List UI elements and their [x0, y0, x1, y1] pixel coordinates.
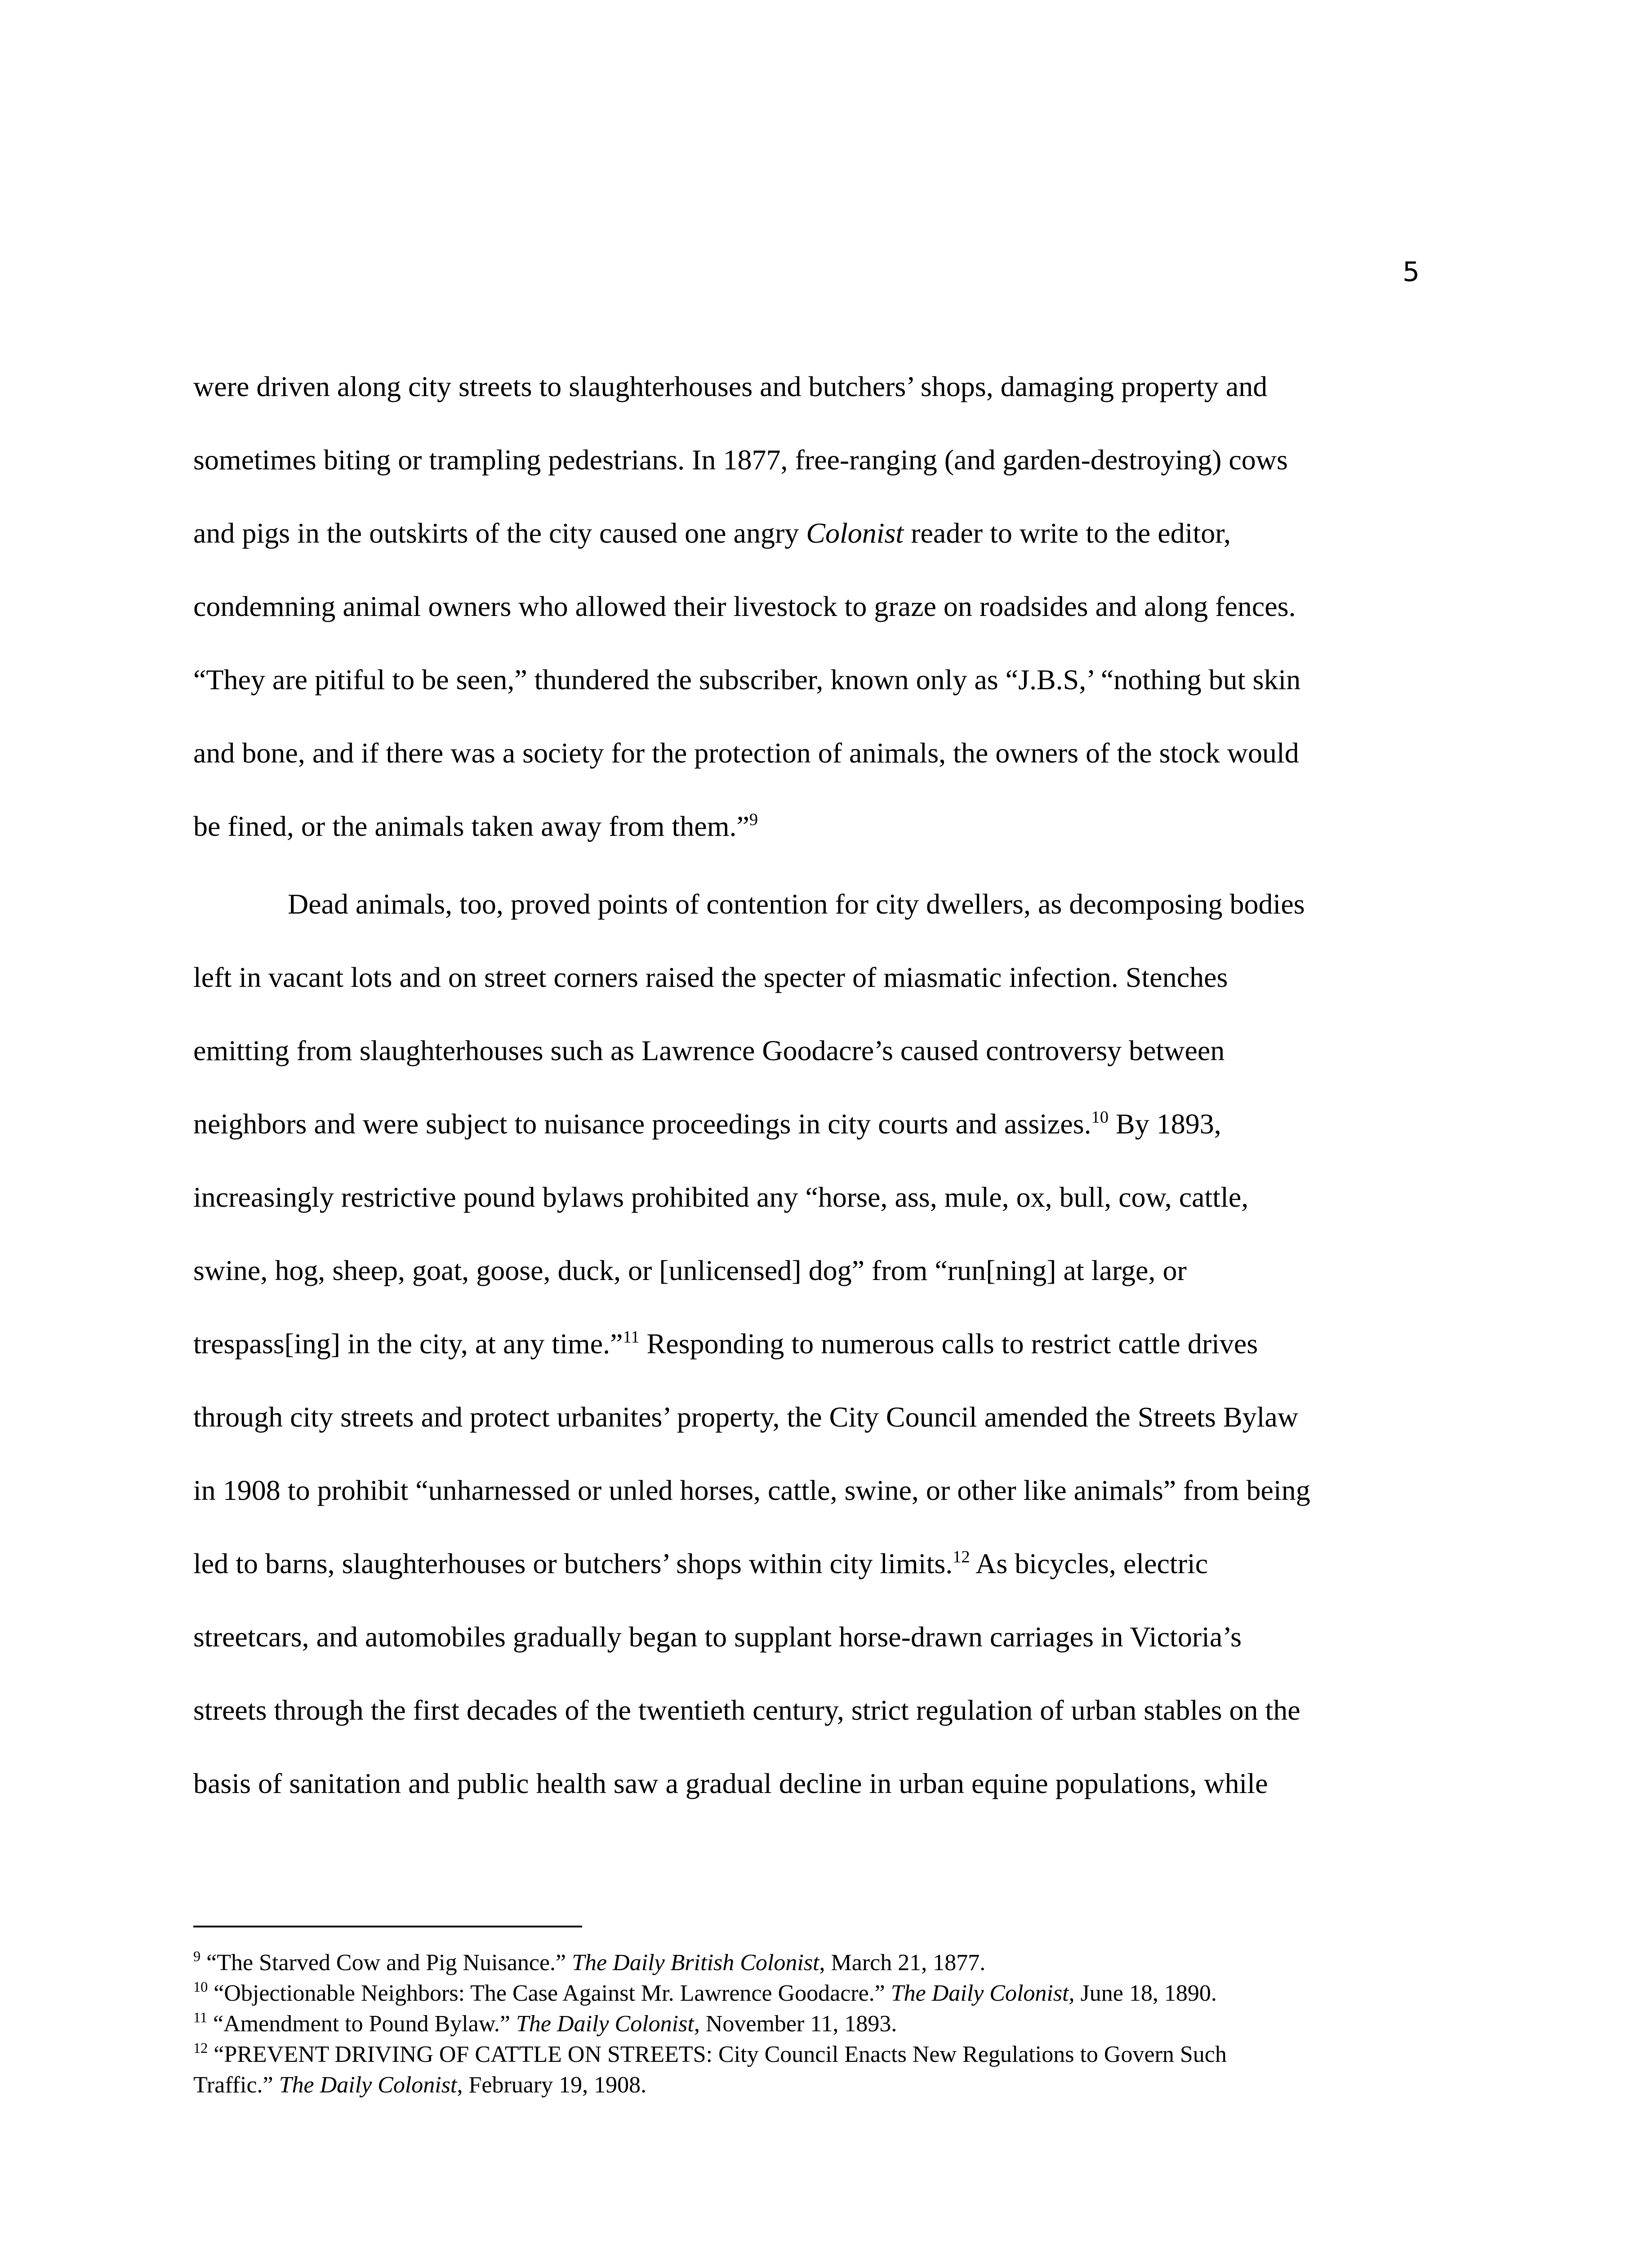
footnote-text: Traffic.” — [193, 2072, 279, 2098]
body-line — [193, 519, 1231, 548]
footnote-text: , February 19, 1908. — [457, 2072, 647, 2098]
footnote-text: June 18, 1890. — [1074, 1980, 1217, 2006]
footnote-number: 11 — [193, 2009, 208, 2026]
footnote-12 — [193, 2040, 1227, 2067]
footnote-separator — [193, 1926, 582, 1927]
body-line: sometimes biting or trampling pedestrians. In 1877, free-ranging (and garden-destroying) cows — [193, 444, 1288, 476]
footnote-text: “Objectionable Neighbors: The Case Against Mr. Lawrence Goodacre.” — [208, 1980, 891, 2006]
footnote-text: “The Starved Cow and Pig Nuisance.” — [200, 1950, 572, 1976]
body-line: in 1908 to prohibit “unharnessed or unled horses, cattle, swine, or other like animals” from being — [193, 1474, 1310, 1506]
footnote-ref: 11 — [623, 1327, 640, 1347]
footnote-ref: 12 — [953, 1547, 970, 1566]
footnote-11 — [193, 2009, 897, 2037]
body-text-run: led to barns, slaughterhouses or butchers’ shops within city limits. — [193, 1548, 953, 1579]
footnote-text: , March 21, 1877. — [819, 1950, 986, 1976]
body-line — [193, 1107, 1221, 1140]
body-text-run: and pigs in the outskirts of the city caused one angry — [193, 517, 806, 549]
body-line: streetcars, and automobiles gradually began to supplant horse-drawn carriages in Victoria’s — [193, 1621, 1242, 1653]
body-line: “They are pitiful to be seen,” thundered the subscriber, known only as “J.B.S,’ “nothing but skin — [193, 664, 1301, 696]
footnote-number: 12 — [193, 2040, 208, 2056]
footnote-ref: 10 — [1091, 1107, 1109, 1127]
body-line: left in vacant lots and on street corners raised the specter of miasmatic infection. Stenches — [193, 961, 1228, 993]
body-line — [193, 812, 758, 841]
body-text-run: reader to write to the editor, — [904, 517, 1231, 549]
footnote-12-continued — [193, 2074, 646, 2097]
body-text-run: Responding to numerous calls to restrict cattle drives — [639, 1328, 1258, 1360]
body-text-run: be fined, or the animals taken away from them.” — [193, 810, 749, 842]
body-text-run: As bicycles, electric — [970, 1548, 1208, 1579]
body-line: basis of sanitation and public health saw a gradual decline in urban equine populations, while — [193, 1767, 1268, 1799]
italic-title: The Daily Colonist — [516, 2011, 694, 2037]
footnote-9 — [193, 1948, 986, 1976]
body-line: were driven along city streets to slaughterhouses and butchers’ shops, damaging property and — [193, 370, 1268, 402]
italic-title: The Daily Colonist — [279, 2072, 457, 2098]
body-line: condemning animal owners who allowed their livestock to graze on roadsides and along fences. — [193, 590, 1296, 622]
footnote-10 — [193, 1979, 1217, 2006]
body-line: and bone, and if there was a society for the protection of animals, the owners of the stock would — [193, 737, 1299, 769]
italic-title: The Daily British Colonist — [572, 1950, 819, 1976]
footnote-number: 9 — [193, 1948, 201, 1965]
paragraph-first-line: Dead animals, too, proved points of contention for city dwellers, as decomposing bodies — [288, 888, 1305, 920]
footnote-number: 10 — [193, 1979, 208, 1995]
body-text-run: neighbors and were subject to nuisance proceedings in city courts and assizes. — [193, 1108, 1091, 1140]
body-line: increasingly restrictive pound bylaws prohibited any “horse, ass, mule, ox, bull, cow, cattle, — [193, 1181, 1249, 1213]
italic-title: Colonist — [806, 517, 904, 549]
body-line: swine, hog, sheep, goat, goose, duck, or [unlicensed] dog” from “run[ning] at large, or — [193, 1254, 1187, 1286]
body-line — [193, 1329, 1258, 1358]
footnote-ref: 9 — [749, 810, 758, 829]
footnote-text: “Amendment to Pound Bylaw.” — [207, 2011, 517, 2037]
footnote-text: , November 11, 1893. — [694, 2011, 897, 2037]
body-line: through city streets and protect urbanites’ property, the City Council amended the Streets Bylaw — [193, 1401, 1299, 1433]
body-line: emitting from slaughterhouses such as Lawrence Goodacre’s caused controversy between — [193, 1035, 1225, 1066]
body-text-run: trespass[ing] in the city, at any time.” — [193, 1328, 623, 1360]
italic-title: The Daily Colonist, — [891, 1980, 1075, 2006]
page-number: 5 — [1403, 256, 1420, 288]
body-text-run: By 1893, — [1109, 1108, 1221, 1140]
body-line — [193, 1549, 1208, 1578]
footnote-text: “PREVENT DRIVING OF CATTLE ON STREETS: City Council Enacts New Regulations to Govern Such — [208, 2042, 1227, 2067]
body-line: streets through the first decades of the twentieth century, strict regulation of urban stables on the — [193, 1694, 1300, 1726]
